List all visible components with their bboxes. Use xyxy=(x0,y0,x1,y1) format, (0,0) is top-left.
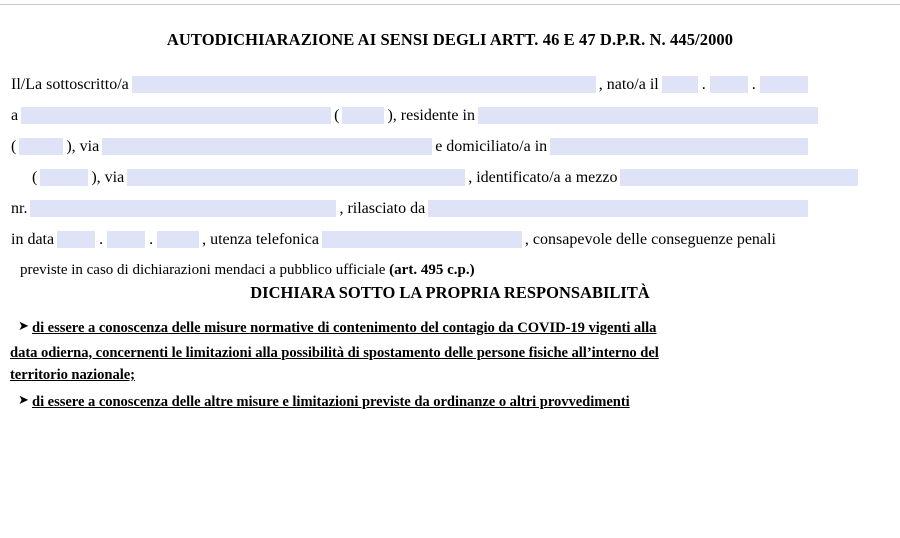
label-via-1: ), via xyxy=(66,137,100,155)
label-utenza: , utenza telefonica xyxy=(202,230,319,248)
field-nato-mese[interactable] xyxy=(710,76,748,93)
field-nato-giorno[interactable] xyxy=(662,76,698,93)
declaration-bullets xyxy=(0,317,900,413)
bullet-1-line-1: di essere a conoscenza delle misure normative di contenimento del contagio da COVID-19 vigenti alla xyxy=(32,320,657,336)
form-line-4 xyxy=(10,169,890,186)
form-line-2 xyxy=(10,107,890,124)
form-line-3 xyxy=(10,138,890,155)
field-residenza-comune[interactable] xyxy=(478,107,818,124)
label-paren-open-1: ( xyxy=(334,106,340,124)
form-line-6 xyxy=(10,231,890,248)
field-documento-tipo[interactable] xyxy=(620,169,858,186)
list-item xyxy=(10,391,892,414)
section-subtitle: DICHIARA SOTTO LA PROPRIA RESPONSABILITÀ xyxy=(250,283,650,302)
field-data-giorno[interactable] xyxy=(57,231,95,248)
bullet-1-line-2: data odierna, concernenti le limitazioni alla possibilità di spostamento delle persone fisiche all’interno del xyxy=(10,344,659,361)
page-title: AUTODICHIARAZIONE AI SENSI DEGLI ARTT. 46 E 47 D.P.R. N. 445/2000 xyxy=(166,30,734,49)
separator-dot-1: . xyxy=(701,75,706,93)
penalty-text: previste in caso di dichiarazioni mendaci a pubblico ufficiale xyxy=(20,262,390,278)
field-data-anno[interactable] xyxy=(157,231,199,248)
label-residente-in: ), residente in xyxy=(387,106,475,124)
field-nome-cognome[interactable] xyxy=(132,76,596,93)
field-data-mese[interactable] xyxy=(107,231,145,248)
form-line-1 xyxy=(10,76,890,93)
label-domiciliato: e domiciliato/a in xyxy=(435,137,548,155)
label-nato-il: , nato/a il xyxy=(598,75,659,93)
declaration-form xyxy=(0,76,900,279)
separator-dot-3: . xyxy=(99,230,104,248)
field-via-domicilio[interactable] xyxy=(127,169,465,186)
field-prov-residenza[interactable] xyxy=(19,138,63,155)
field-prov-nascita[interactable] xyxy=(342,107,384,124)
arrow-bullet-icon: ➤ xyxy=(18,319,29,334)
label-rilasciato-da: , rilasciato da xyxy=(339,199,426,217)
bullet-2-line-1: di essere a conoscenza delle altre misure e limitazioni previste da ordinanze o altri provvedimenti xyxy=(32,393,630,410)
field-telefono[interactable] xyxy=(322,231,522,248)
separator-dot-4: . xyxy=(149,230,154,248)
list-item xyxy=(10,317,892,340)
separator-dot-2: . xyxy=(751,75,756,93)
field-via-residenza[interactable] xyxy=(102,138,432,155)
field-luogo-nascita[interactable] xyxy=(21,107,331,124)
penalty-article: (art. 495 c.p.) xyxy=(389,262,475,278)
arrow-bullet-icon: ➤ xyxy=(18,392,29,408)
label-nr: nr. xyxy=(11,199,28,217)
label-via-2: ), via xyxy=(91,168,125,186)
top-divider xyxy=(0,4,900,5)
field-prov-domicilio[interactable] xyxy=(40,169,88,186)
label-a: a xyxy=(11,106,19,124)
label-consapevole: , consapevole delle conseguenze penali xyxy=(524,230,776,248)
label-sottoscritto: Il/La sottoscritto/a xyxy=(11,75,129,93)
label-paren-open-2: ( xyxy=(11,137,17,155)
field-nato-anno[interactable] xyxy=(760,76,808,93)
field-rilasciato-da[interactable] xyxy=(428,200,808,217)
label-paren-open-3: ( xyxy=(32,168,38,186)
label-in-data: in data xyxy=(11,230,55,248)
field-documento-nr[interactable] xyxy=(30,200,336,217)
penalty-paragraph xyxy=(10,262,890,279)
form-line-5 xyxy=(10,200,890,217)
field-domicilio-comune[interactable] xyxy=(550,138,808,155)
bullet-1-line-3: territorio nazionale; xyxy=(10,367,135,384)
label-identificato: , identificato/a a mezzo xyxy=(468,168,618,186)
